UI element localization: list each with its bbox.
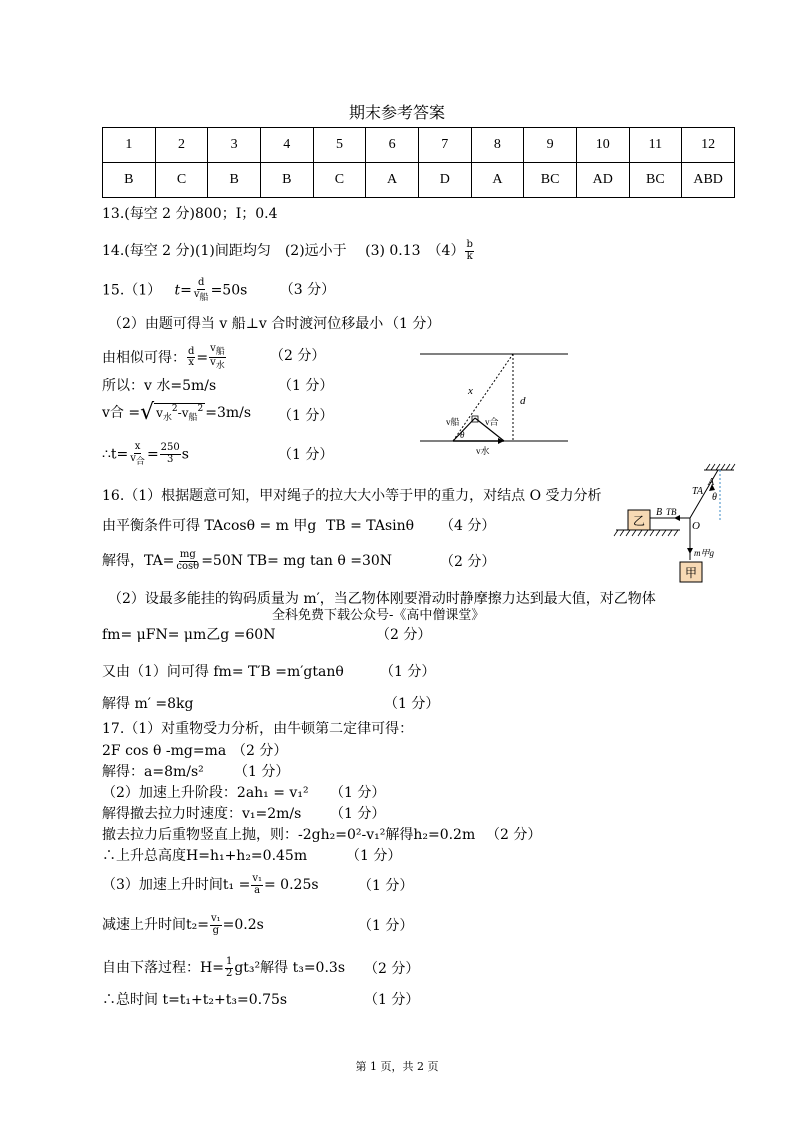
answer-table-number-cell: 1 (103, 128, 156, 163)
q17-line-11: ∴总时间 t=t₁+t₂+t₃=0.75s (102, 992, 288, 1008)
q15-line-4-score: （1 分） (278, 378, 334, 394)
q15-line-3-score: （2 分） (270, 348, 326, 364)
q16-line-2-score: （4 分） (440, 518, 496, 534)
q17-line-7-score: （1 分） (346, 848, 402, 864)
q16-line-3-score: （2 分） (440, 554, 496, 570)
q14-answer: 14.(每空 2 分)(1)间距均匀 (2)远小于 (3) 0.13 （4） $\frac{b}{k}$ (102, 239, 473, 262)
q17-line-5-score: （1 分） (330, 806, 386, 822)
svg-text:B: B (656, 507, 663, 518)
q14-fraction: $\frac{b}{k}$ (466, 239, 473, 262)
page-footer: 第 1 页，共 2 页 (355, 1060, 439, 1073)
q17-line-9: 减速上升时间t₂= $\frac{\text{v₁}}{g}$ =0.2s (102, 913, 264, 936)
force-diagram (612, 462, 744, 584)
q17-line-5: 解得撤去拉力时速度：v₁=2m/s (102, 806, 302, 822)
river-crossing-diagram (418, 346, 570, 458)
answer-table-number-cell: 9 (524, 128, 577, 163)
q15-line-2-score: （1 分） (385, 316, 441, 332)
q13-answer: 13.(每空 2 分)800；Ⅰ；0.4 (102, 206, 278, 222)
q15-line-6-score: （1 分） (278, 447, 334, 463)
q17-line-8-score: （1 分） (358, 878, 414, 894)
q17-line-10-score: （2 分） (364, 961, 420, 977)
svg-text:θ: θ (460, 430, 465, 440)
q17-line-11-score: （1 分） (364, 992, 420, 1008)
q16-line-5-score: （2 分） (376, 627, 432, 643)
q15-line-5: v合 = √ $v_水^2-v_船^2$ =3m/s (102, 400, 252, 425)
svg-text:甲: 甲 (685, 566, 698, 580)
q17-line-9-score: （1 分） (358, 918, 414, 934)
answer-table-answer-cell: AD (576, 163, 629, 198)
answer-table-number-cell: 11 (629, 128, 682, 163)
svg-text:d: d (520, 395, 526, 407)
answer-table-number-cell: 5 (313, 128, 366, 163)
svg-text:TA: TA (692, 486, 703, 497)
q17-line-4-score: （1 分） (330, 785, 386, 801)
q16-line-4: （2）设最多能挂的钩码质量为 m′，当乙物体刚要滑动时静摩擦力达到最大值，对乙物体 (108, 591, 656, 607)
q17-line-2: 2F cos θ -mg=ma (102, 743, 227, 759)
page-title: 期末参考答案 (348, 103, 445, 122)
svg-text:v船: v船 (446, 417, 460, 427)
answer-table-answer-cell: A (366, 163, 419, 198)
watermark-text: 全科免费下载公众号-《高中僧课堂》 (272, 608, 485, 623)
answer-table-answer-cell: C (155, 163, 208, 198)
answer-table-answer-cell: B (260, 163, 313, 198)
answer-table-number-cell: 10 (576, 128, 629, 163)
answer-table (102, 127, 735, 198)
q16-line-7-score: （1 分） (384, 696, 440, 712)
svg-text:O: O (692, 520, 700, 532)
answer-table-number-cell: 3 (208, 128, 261, 163)
q16-line-6: 又由（1）问可得 fm= T′B =m′gtanθ (102, 664, 344, 680)
q15-line-5-score: （1 分） (278, 408, 334, 424)
svg-text:v合: v合 (485, 417, 499, 427)
answer-table-answer-cell: BC (524, 163, 577, 198)
svg-text:v水: v水 (476, 446, 490, 456)
q16-line-5: fm= μFN= μm乙g =60N (102, 627, 276, 643)
q17-line-10: 自由下落过程：H= $\frac{1}{2}$ gt₃²解得 t₃=0.3s (102, 956, 346, 979)
q16-line-3: 解得，TA= $\frac{mg}{\cos\theta}$ =50N TB= mg tan θ =30N (102, 549, 393, 572)
answer-table-answer-cell: ABD (682, 163, 735, 198)
q17-line-7: ∴上升总高度H=h₁+h₂=0.45m (102, 848, 308, 864)
answer-table-answer-row (103, 163, 735, 198)
answer-table-number-cell: 4 (260, 128, 313, 163)
q17-line-2-score: （2 分） (232, 743, 288, 759)
q17-line-3-score: （1 分） (234, 764, 290, 780)
q15-line-4: 所以：v 水=5m/s (102, 378, 217, 394)
svg-text:A: A (708, 477, 715, 488)
svg-text:x: x (468, 385, 473, 397)
q16-line-6-score: （1 分） (380, 664, 436, 680)
answer-table-number-cell: 2 (155, 128, 208, 163)
answer-table-number-cell: 6 (366, 128, 419, 163)
q17-line-4: （2）加速上升阶段：2ah₁ = v₁² (102, 785, 309, 801)
q17-line-6: 撤去拉力后重物竖直上抛，则：-2gh₂=0²-v₁²解得h₂=0.2m (102, 827, 476, 843)
svg-text:m甲g: m甲g (694, 548, 714, 558)
q16-line-1: 16.（1）根据题意可知，甲对绳子的拉大大小等于甲的重力，对结点 O 受力分析 (102, 488, 602, 504)
q17-line-1: 17.（1）对重物受力分析，由牛顿第二定律可得： (102, 721, 414, 737)
answer-table-answer-cell: B (103, 163, 156, 198)
q16-line-2a: 由平衡条件可得 TAcosθ = m 甲g (102, 518, 317, 534)
svg-text:乙: 乙 (633, 514, 646, 528)
answer-table-answer-cell: BC (629, 163, 682, 198)
q15-line-1: 15.（1） t= $\frac{d}{\text{v船}}$ =50s （3 分） (102, 277, 336, 303)
answer-table-number-cell: 12 (682, 128, 735, 163)
svg-text:θ: θ (712, 492, 717, 503)
svg-text:TB: TB (666, 507, 677, 517)
answer-table-number-cell: 8 (471, 128, 524, 163)
q15-line-3: 由相似可得： $\frac{d}{x}$ = $\frac{\text{v船}}{\text{v水}}$ (102, 343, 225, 372)
answer-table-answer-cell: A (471, 163, 524, 198)
answer-table-number-row (103, 128, 735, 163)
sqrt-expression: √ $v_水^2-v_船^2$ (140, 400, 204, 425)
answer-table-number-cell: 7 (418, 128, 471, 163)
q16-line-2b: TB = TAsinθ (326, 518, 415, 534)
q15-line-6: ∴t= $\frac{x}{\text{v合}}$ = $\frac{250}{3}$ s (102, 441, 189, 467)
q17-line-3: 解得：a=8m/s² (102, 764, 204, 780)
answer-table-answer-cell: B (208, 163, 261, 198)
answer-table-answer-cell: D (418, 163, 471, 198)
q15-line-2: （2）由题可得当 v 船⊥v 合时渡河位移最小 (108, 316, 384, 332)
answer-table-answer-cell: C (313, 163, 366, 198)
q17-line-6-score: （2 分） (486, 827, 542, 843)
q17-line-8: （3）加速上升时间t₁ = $\frac{\text{v₁}}{a}$ = 0.25s (102, 873, 319, 896)
q16-line-7: 解得 m′ =8kg (102, 696, 194, 712)
